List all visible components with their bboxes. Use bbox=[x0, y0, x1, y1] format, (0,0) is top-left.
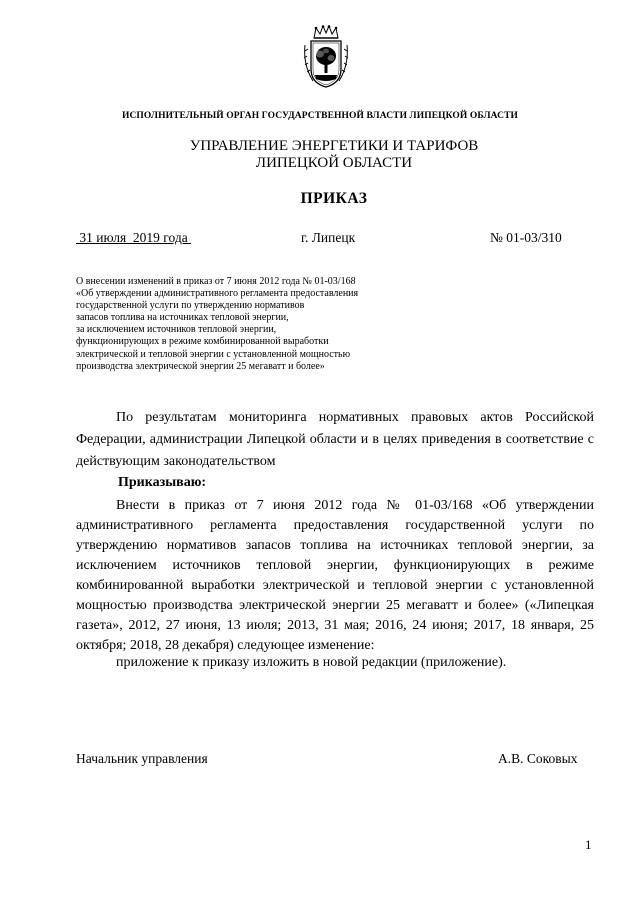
department-heading bbox=[0, 138, 640, 172]
department-line: ЛИПЕЦКОЙ ОБЛАСТИ bbox=[255, 155, 413, 171]
subject-line: производства электрической энергии 25 мегаватт и более» bbox=[76, 360, 325, 372]
subject-line: функционирующих в режиме комбинированной выработки bbox=[76, 336, 329, 348]
authority-heading: ИСПОЛНИТЕЛЬНЫЙ ОРГАН ГОСУДАРСТВЕННОЙ ВЛАСТИ ЛИПЕЦКОЙ ОБЛАСТИ bbox=[121, 111, 519, 121]
subject-line: «Об утверждении административного регламента предоставления bbox=[76, 288, 359, 300]
department-line: УПРАВЛЕНИЕ ЭНЕРГЕТИКИ И ТАРИФОВ bbox=[189, 138, 479, 154]
signatory-title: Начальник управления bbox=[76, 751, 208, 766]
appendix-line: приложение к приказу изложить в новой редакции (приложение). bbox=[116, 655, 507, 670]
order-date: 31 июля 2019 года bbox=[76, 230, 192, 245]
main-paragraph: Внести в приказ от 7 июня 2012 года № 01-03/168 «Об утверждении административного регламента предоставления государственной услуги по утверждению нормативов запасов топлива на источниках тепловой энергии, за исключением источников тепловой энергии, функционирующих в режиме комбинированной выработки электрической и тепловой энергии с установленной мощностью производства электрической энергии 25 мегаватт и более» («Липецкая газета», 2012, 27 июня, 13 июля; 2013, 31 мая; 2016, 24 июня; 2017, 18 января, 25 октября; 2018, 28 декабря) следующее изменение: bbox=[76, 498, 594, 653]
order-subject bbox=[76, 276, 476, 373]
document-title: ПРИКАЗ bbox=[300, 190, 368, 207]
subject-line: запасов топлива на источниках тепловой энергии, bbox=[76, 312, 289, 324]
subject-line: за исключением источников тепловой энергии, bbox=[76, 324, 277, 336]
page-number: 1 bbox=[585, 837, 592, 852]
order-city: г. Липецк bbox=[301, 230, 356, 245]
preamble-paragraph: По результатам мониторинга нормативных правовых актов Российской Федерации, администрации Липецкой области и в целях приведения в соответствие с действующим законодательством bbox=[76, 410, 594, 469]
subject-line: О внесении изменений в приказ от 7 июня 2012 года № 01-03/168 bbox=[76, 276, 356, 287]
subject-line: электрической и тепловой энергии с установленной мощностью bbox=[76, 348, 351, 360]
order-number: № 01-03/310 bbox=[490, 230, 562, 245]
coat-of-arms-icon bbox=[303, 25, 349, 89]
signatory-name: А.В. Соковых bbox=[498, 751, 578, 766]
order-label: Приказываю: bbox=[118, 475, 207, 490]
subject-line: государственной услуги по утверждению нормативов bbox=[76, 300, 305, 312]
